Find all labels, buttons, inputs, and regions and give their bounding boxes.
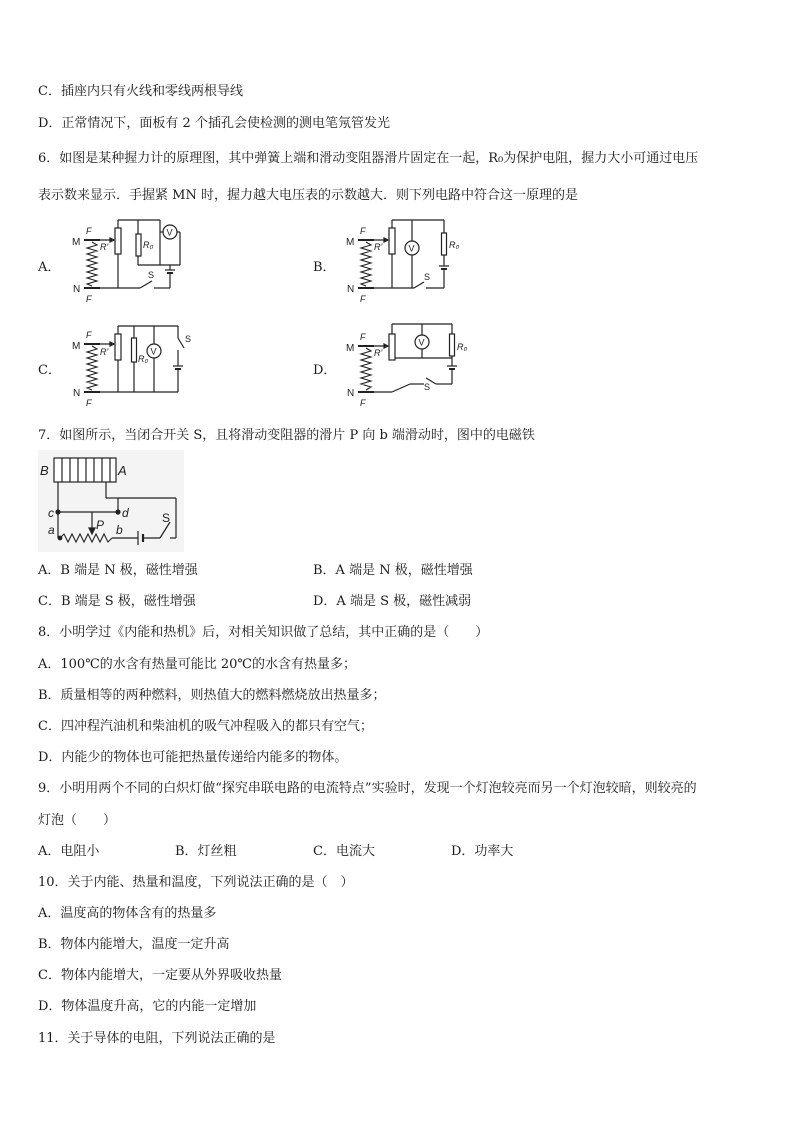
q8-option-c: C．四冲程汽油机和柴油机的吸气冲程吸入的都只有空气； xyxy=(38,719,373,734)
q10-option-b: B．物体内能增大，温度一定升高 xyxy=(38,937,230,952)
fig-d-r0-label: R₀ xyxy=(457,342,468,352)
q10-option-c: C．物体内能增大，一定要从外界吸收热量 xyxy=(38,968,282,983)
q9-stem-line2: 灯泡（ ） xyxy=(38,813,117,828)
fig-c-r0-label: R₀ xyxy=(138,354,149,364)
q6-stem-line2: 表示数来显示．手握紧 MN 时，握力越大电压表的示数越大．则下列电路中符合这一原理的是 xyxy=(38,188,578,203)
q7-label-a-end: A xyxy=(118,463,127,478)
q9-option-c: C．电流大 xyxy=(313,844,375,859)
fig-a-n-label: N xyxy=(73,284,81,295)
fig-c-f-bottom: F xyxy=(86,398,92,408)
fig-c-v-label: V xyxy=(150,346,157,357)
q6-circuit-c xyxy=(66,322,196,414)
q6-label-d: D． xyxy=(313,363,337,378)
q8-option-a: A．100℃的水含有热量可能比 20℃的水含有热量多； xyxy=(38,657,356,672)
q7-option-a: A．B 端是 N 极，磁性增强 xyxy=(38,563,198,578)
q9-option-b: B．灯丝粗 xyxy=(175,844,237,859)
q9-stem-line1: 9．小明用两个不同的白炽灯做“探究串联电路的电流特点”实验时，发现一个灯泡较亮而另一个灯泡较暗，则较亮的 xyxy=(38,781,697,796)
q6-circuit-b xyxy=(340,218,460,308)
fig-d-f-bottom: F xyxy=(360,398,366,408)
q7-option-d: D．A 端是 S 极，磁性减弱 xyxy=(313,594,472,609)
fig-c-f-top: F xyxy=(86,330,92,340)
fig-a-m-label: M xyxy=(72,237,81,248)
fig-c-m-label: M xyxy=(72,341,81,352)
q7-label-d: d xyxy=(122,506,129,520)
fig-a-v-label: V xyxy=(166,227,173,238)
fig-b-v-label: V xyxy=(408,243,415,254)
fig-d-m-label: M xyxy=(346,343,355,354)
q5-option-d: D．正常情况下，面板有 2 个插孔会使检测的测电笔氖管发光 xyxy=(38,116,390,131)
q7-label-b-end: B xyxy=(40,463,49,478)
fig-a-rp-label: R' xyxy=(100,242,109,252)
q9-option-d: D．功率大 xyxy=(451,844,514,859)
fig-d-v-label: V xyxy=(418,337,425,348)
q7-label-c: c xyxy=(48,506,54,520)
fig-a-s-label: S xyxy=(148,270,155,280)
fig-b-rp-label: R' xyxy=(374,242,383,252)
q10-stem: 10．关于内能、热量和温度，下列说法正确的是（ ） xyxy=(38,875,354,890)
q7-stem: 7．如图所示，当闭合开关 S，且将滑动变阻器的滑片 P 向 b 端滑动时，图中的电磁铁 xyxy=(38,428,535,443)
fig-c-s-label: S xyxy=(185,334,192,344)
q10-option-d: D．物体温度升高，它的内能一定增加 xyxy=(38,999,257,1014)
q7-label-p: P xyxy=(96,518,105,532)
q8-option-b: B．质量相等的两种燃料，则热值大的燃料燃烧放出热量多； xyxy=(38,688,386,703)
q9-option-a: A．电阻小 xyxy=(38,844,100,859)
fig-c-n-label: N xyxy=(73,388,81,399)
fig-b-r0-label: R₀ xyxy=(449,240,460,250)
q6-circuit-d xyxy=(340,320,470,414)
fig-b-n-label: N xyxy=(347,284,355,295)
q7-label-a: a xyxy=(48,523,55,537)
q5-option-c: C．插座内只有火线和零线两根导线 xyxy=(38,84,243,99)
fig-b-f-top: F xyxy=(360,226,366,236)
q6-stem-line1: 6．如图是某种握力计的原理图，其中弹簧上端和滑动变阻器滑片固定在一起，R₀为保护电阻，握力大小可通过电压 xyxy=(38,151,699,166)
q7-option-b: B．A 端是 N 极，磁性增强 xyxy=(313,563,473,578)
q7-option-c: C．B 端是 S 极，磁性增强 xyxy=(38,594,196,609)
q7-electromagnet-figure xyxy=(38,450,184,552)
q11-stem: 11．关于导体的电阻，下列说法正确的是 xyxy=(38,1031,276,1046)
fig-d-rp-label: R' xyxy=(374,348,383,358)
q7-label-s: S xyxy=(162,511,171,525)
q6-label-a: A． xyxy=(38,260,61,275)
q6-label-c: C． xyxy=(38,363,61,378)
q7-label-b: b xyxy=(116,523,123,537)
fig-d-s-label: S xyxy=(424,382,431,392)
q8-stem: 8．小明学过《内能和热机》后，对相关知识做了总结，其中正确的是（ ） xyxy=(38,625,489,640)
q8-option-d: D．内能少的物体也可能把热量传递给内能多的物体。 xyxy=(38,750,348,765)
fig-a-r0-label: R₀ xyxy=(143,240,154,250)
q6-circuit-a xyxy=(66,218,186,308)
fig-d-n-label: N xyxy=(347,388,355,399)
fig-b-s-label: S xyxy=(424,272,431,282)
fig-a-f-top: F xyxy=(86,226,92,236)
fig-d-f-top: F xyxy=(360,332,366,342)
fig-b-f-bottom: F xyxy=(360,294,366,304)
q6-label-b: B． xyxy=(313,260,336,275)
fig-b-m-label: M xyxy=(346,237,355,248)
fig-c-rp-label: R' xyxy=(100,347,109,357)
fig-a-f-bottom: F xyxy=(86,294,92,304)
q10-option-a: A．温度高的物体含有的热量多 xyxy=(38,906,217,921)
